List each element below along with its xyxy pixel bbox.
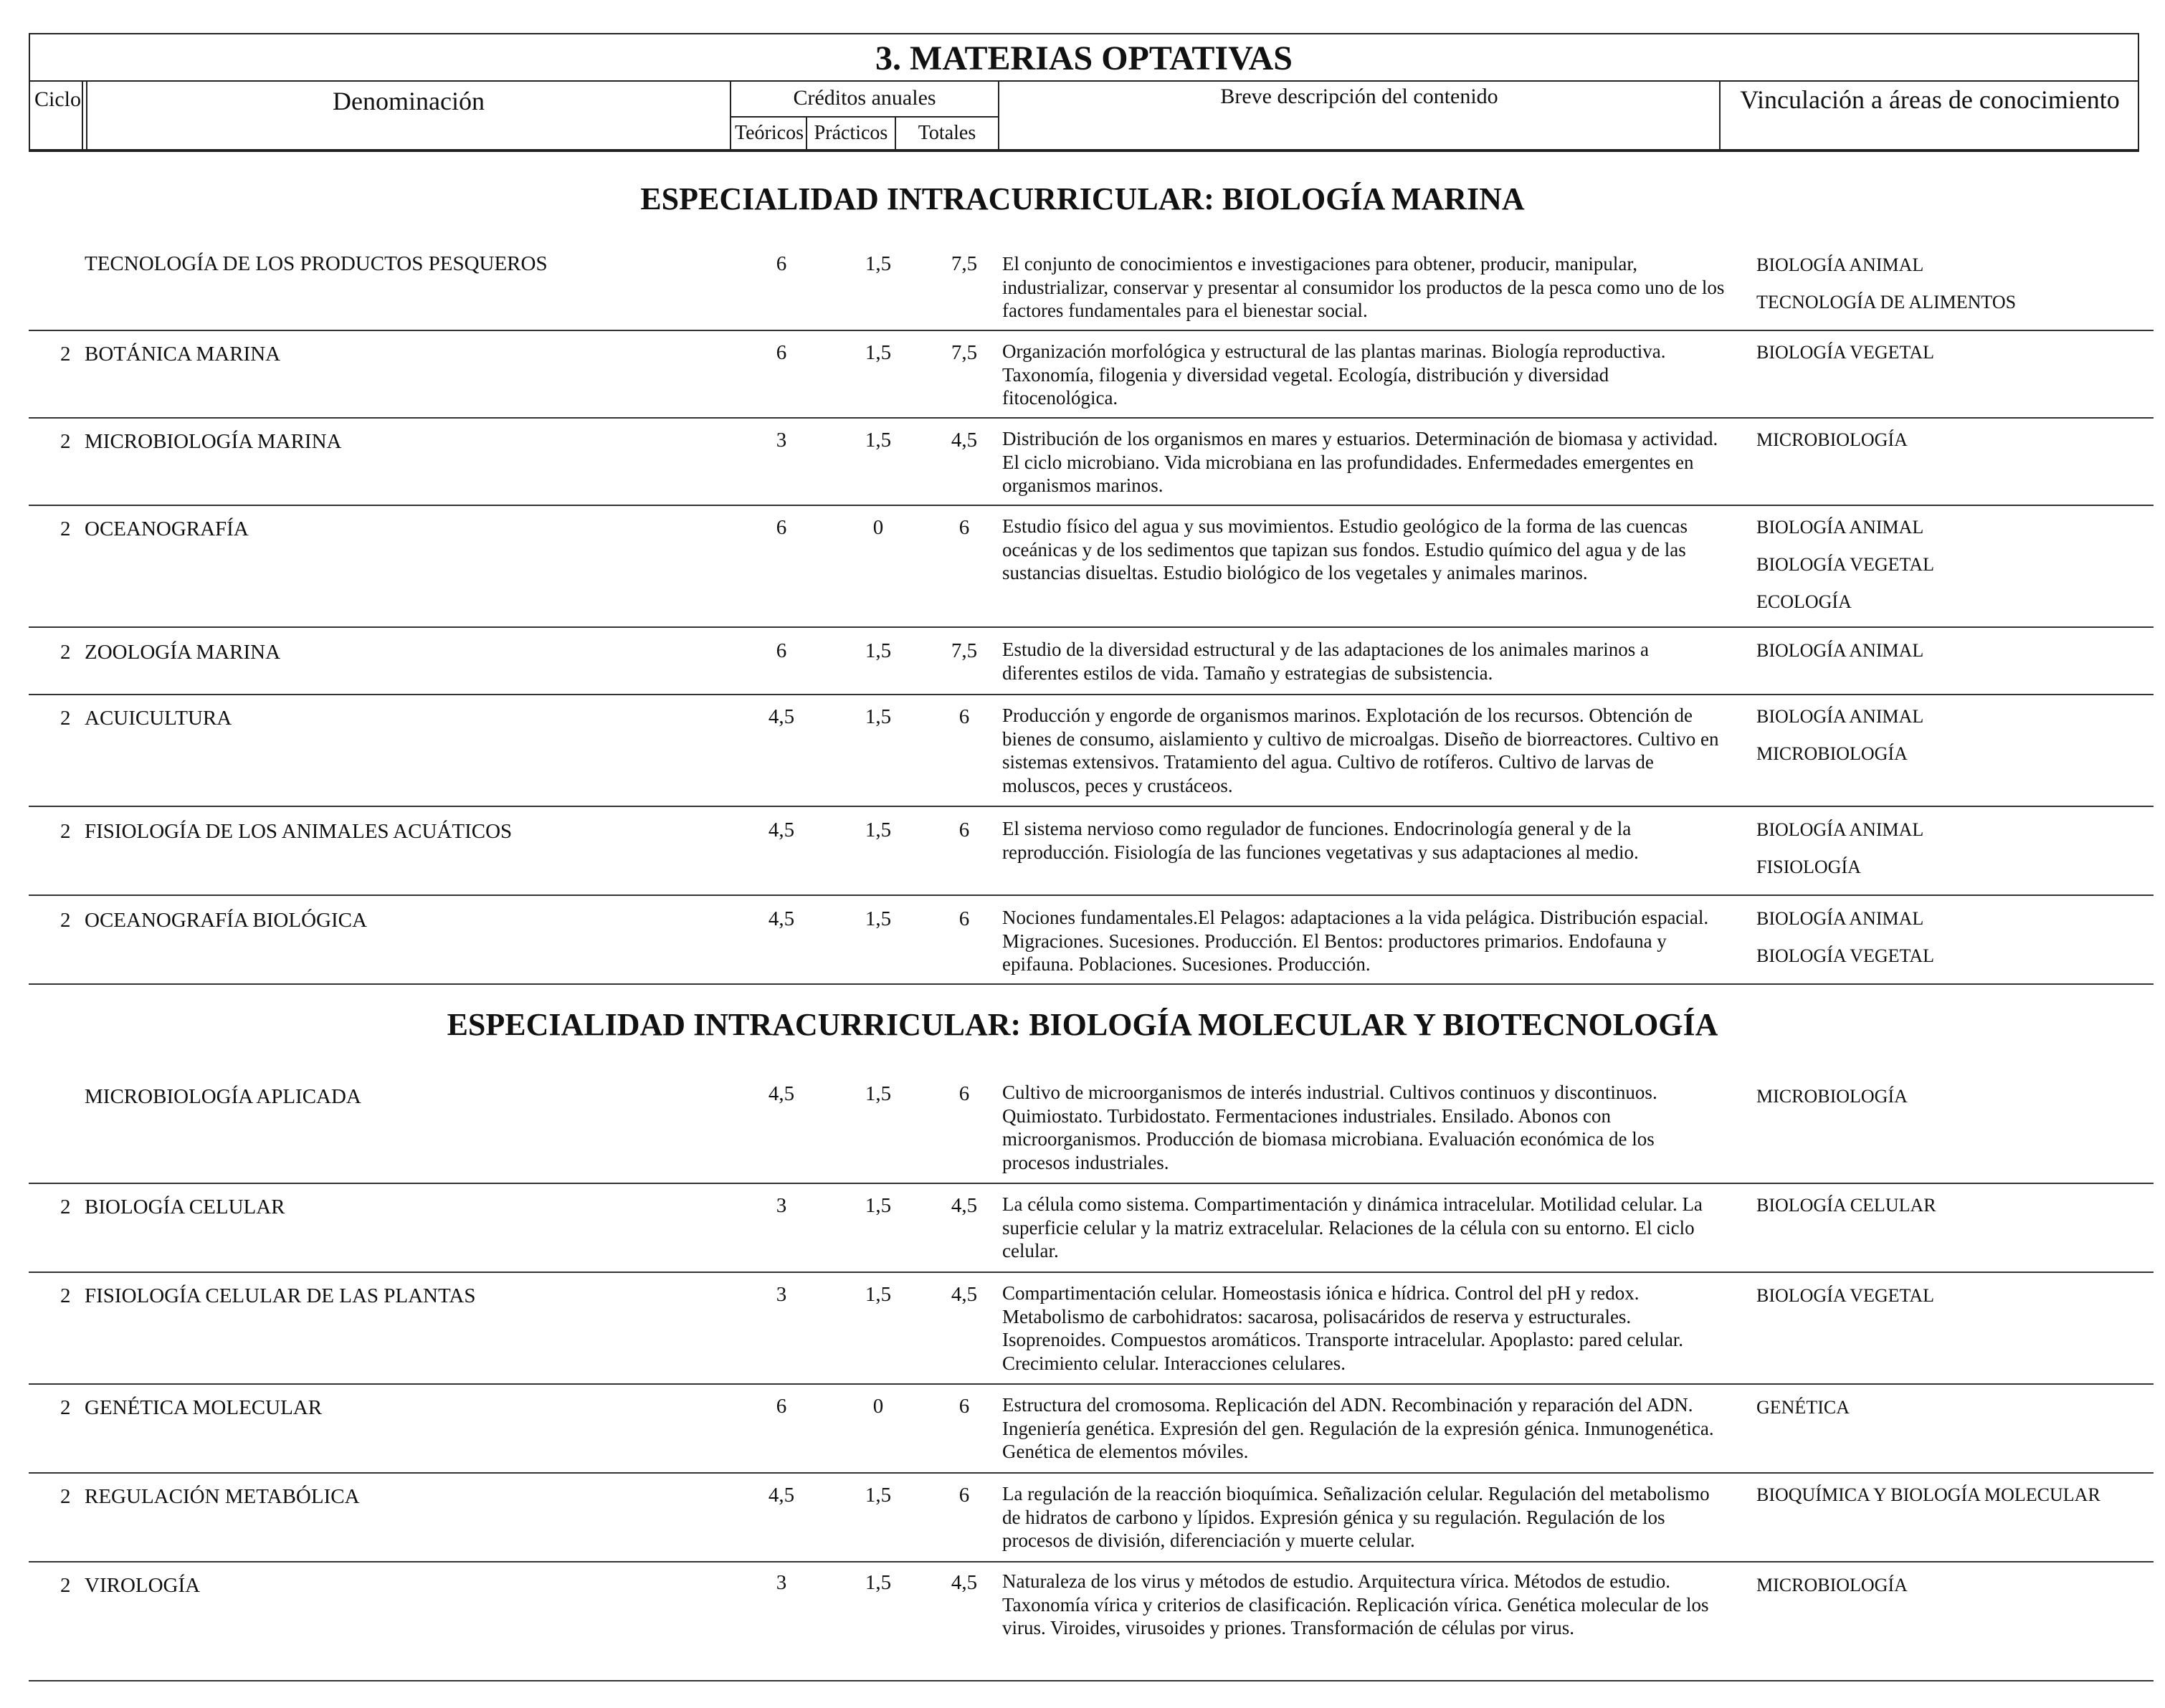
- area-label: BIOLOGÍA ANIMAL: [1756, 706, 1924, 727]
- totales-cell: 6: [958, 516, 970, 539]
- col-teoricos-header: Teóricos: [734, 122, 804, 144]
- area-label: BIOLOGÍA CELULAR: [1756, 1195, 1936, 1216]
- area-label: BIOLOGÍA ANIMAL: [1756, 254, 1924, 275]
- teoricos-cell: 6: [776, 639, 787, 662]
- totales-cell: 6: [958, 1395, 970, 1418]
- area-label: BIOLOGÍA VEGETAL: [1756, 554, 1935, 575]
- practicos-cell: 1,5: [865, 252, 892, 275]
- table-header: [29, 33, 2139, 152]
- area-label: BIOLOGÍA VEGETAL: [1756, 1285, 1935, 1306]
- area-label: TECNOLOGÍA DE ALIMENTOS: [1756, 292, 2017, 313]
- ciclo-cell: 2: [60, 343, 71, 366]
- description-cell: Distribución de los organismos en mares y estuarios. Determinación de biomasa y actividad. El ciclo microbiano. Vida microbiana en las profundidades. Enfermedades emergentes en organismos marinos.: [1002, 428, 1718, 496]
- ciclo-cell: 2: [60, 1485, 71, 1508]
- ciclo-cell: 2: [60, 517, 71, 540]
- ciclo-cell: 2: [60, 909, 71, 932]
- areas-cell: [1756, 1567, 2158, 1604]
- teoricos-cell: 6: [776, 516, 787, 539]
- denominacion-cell: BOTÁNICA MARINA: [85, 343, 281, 366]
- col-totales-header: Totales: [918, 122, 976, 144]
- col-descripcion-header: Breve descripción del contenido: [1220, 85, 1498, 108]
- table-row: [29, 1472, 2154, 1563]
- practicos-cell: 1,5: [865, 429, 892, 452]
- col-practicos-header: Prácticos: [814, 122, 888, 144]
- practicos-cell: 1,5: [865, 639, 892, 662]
- areas-cell: [1756, 1476, 2158, 1514]
- totales-cell: 4,5: [951, 429, 978, 452]
- areas-cell: [1756, 421, 2158, 459]
- ciclo-cell: 2: [60, 641, 71, 664]
- practicos-cell: 1,5: [865, 1082, 892, 1105]
- totales-cell: 7,5: [951, 341, 978, 364]
- practicos-cell: 1,5: [865, 341, 892, 364]
- description-cell: La regulación de la reacción bioquímica. Señalización celular. Regulación del metabolismo de hidratos de carbono y lípidos. Expresión génica y su regulación. Regulación de los procesos de división, diferenciación y muerte celular.: [1002, 1483, 1710, 1551]
- area-label: FISIOLOGÍA: [1756, 857, 1861, 877]
- header-divider: [730, 116, 999, 118]
- header-divider: [1719, 80, 1721, 149]
- practicos-cell: 1,5: [865, 1283, 892, 1306]
- area-label: ECOLOGÍA: [1756, 591, 1852, 612]
- teoricos-cell: 6: [776, 252, 787, 275]
- practicos-cell: 1,5: [865, 705, 892, 728]
- ciclo-cell: 2: [60, 707, 71, 730]
- area-label: BIOLOGÍA ANIMAL: [1756, 819, 1924, 840]
- denominacion-cell: BIOLOGÍA CELULAR: [85, 1196, 285, 1218]
- table-row: [29, 694, 2154, 807]
- teoricos-cell: 6: [776, 341, 787, 364]
- teoricos-cell: 4,5: [768, 907, 795, 930]
- practicos-cell: 0: [872, 516, 884, 539]
- table-row: [29, 894, 2154, 985]
- table-row: [29, 417, 2154, 506]
- description-cell: Cultivo de microorganismos de interés industrial. Cultivos continuos y discontinuos. Quimiostato. Turbidostato. Fermentaciones industriales. Ensilado. Abonos con microorganismos. Producción de biomasa microbiana. Evaluación económica de los procesos industriales.: [1002, 1082, 1657, 1173]
- totales-cell: 4,5: [951, 1194, 978, 1217]
- col-ciclo-header: Ciclo: [34, 87, 81, 111]
- description-cell: Nociones fundamentales.El Pelagos: adaptaciones a la vida pelágica. Distribución espacial. Migraciones. Sucesiones. Producción. El Bentos: productores primarios. Endofauna y epifauna. Poblaciones. Sucesiones. Producción.: [1002, 907, 1709, 975]
- areas-cell: [1756, 1187, 2158, 1224]
- teoricos-cell: 3: [776, 1571, 787, 1594]
- denominacion-cell: ACUICULTURA: [85, 707, 232, 730]
- areas-cell: [1756, 1078, 2158, 1115]
- ciclo-cell: 2: [60, 430, 71, 453]
- teoricos-cell: 4,5: [768, 1484, 795, 1507]
- denominacion-cell: REGULACIÓN METABÓLICA: [85, 1485, 360, 1508]
- teoricos-cell: 6: [776, 1395, 787, 1418]
- denominacion-cell: ZOOLOGÍA MARINA: [85, 641, 281, 664]
- table-row: [29, 806, 2154, 896]
- ciclo-cell: 2: [60, 820, 71, 843]
- section-title: ESPECIALIDAD INTRACURRICULAR: BIOLOGÍA MARINA: [640, 181, 1525, 216]
- totales-cell: 7,5: [951, 639, 978, 662]
- ciclo-cell: 2: [60, 1396, 71, 1419]
- description-cell: Estudio físico del agua y sus movimientos. Estudio geológico de la forma de las cuencas oceánicas y de los sedimentos que tapizan sus fondos. Estudio químico del agua y de las sustancias disueltas. Estudio biológico de los vegetales y animales marinos.: [1002, 515, 1688, 583]
- table-row: [29, 1383, 2154, 1474]
- area-label: BIOQUÍMICA Y BIOLOGÍA MOLECULAR: [1756, 1484, 2100, 1505]
- areas-cell: [1756, 247, 2158, 321]
- denominacion-cell: VIROLOGÍA: [85, 1574, 201, 1597]
- teoricos-cell: 3: [776, 1194, 787, 1217]
- areas-cell: [1756, 1277, 2158, 1315]
- table-row: [29, 505, 2154, 628]
- description-cell: Producción y engorde de organismos marinos. Explotación de los recursos. Obtención de bienes de consumo, aislamiento y cultivo de microalgas. Diseño de biorreactores. Cultivo en sistemas extensivos. Tratamiento del agua. Cultivo de rotíferos. Cultivo de larvas de moluscos, peces y crustáceos.: [1002, 705, 1719, 796]
- description-cell: El sistema nervioso como regulador de funciones. Endocrinología general y de la reproducción. Fisiología de las funciones vegetativas y sus adaptaciones al medio.: [1002, 818, 1639, 863]
- area-label: BIOLOGÍA VEGETAL: [1756, 945, 1935, 966]
- totales-cell: 7,5: [951, 252, 978, 275]
- description-cell: Estudio de la diversidad estructural y de las adaptaciones de los animales marinos a diferentes estilos de vida. Tamaño y estrategias de subsistencia.: [1002, 639, 1649, 684]
- totales-cell: 6: [958, 907, 970, 930]
- ciclo-cell: 2: [60, 1574, 71, 1597]
- area-label: MICROBIOLOGÍA: [1756, 1086, 1908, 1107]
- area-label: BIOLOGÍA ANIMAL: [1756, 517, 1924, 538]
- areas-cell: [1756, 632, 2158, 669]
- area-label: BIOLOGÍA VEGETAL: [1756, 342, 1935, 363]
- practicos-cell: 1,5: [865, 1484, 892, 1507]
- table-row: [29, 1561, 2154, 1681]
- area-label: MICROBIOLOGÍA: [1756, 429, 1908, 450]
- teoricos-cell: 4,5: [768, 1082, 795, 1105]
- denominacion-cell: TECNOLOGÍA DE LOS PRODUCTOS PESQUEROS: [85, 252, 548, 275]
- table-row: [29, 626, 2154, 695]
- teoricos-cell: 3: [776, 429, 787, 452]
- denominacion-cell: MICROBIOLOGÍA MARINA: [85, 430, 342, 453]
- table-row: [29, 1072, 2154, 1184]
- description-cell: La célula como sistema. Compartimentación y dinámica intracelular. Motilidad celular. La superficie celular y la matriz extracelular. Relaciones de la célula con su entorno. El ciclo celular.: [1002, 1193, 1703, 1261]
- areas-cell: [1756, 900, 2158, 975]
- practicos-cell: 1,5: [865, 907, 892, 930]
- description-cell: El conjunto de conocimientos e investigaciones para obtener, producir, manipular, industrializar, conservar y presentar al consumidor los productos de la pesca como uno de los factores fundamentales para el bienestar social.: [1002, 253, 1725, 321]
- area-label: BIOLOGÍA ANIMAL: [1756, 908, 1924, 929]
- table-row: [29, 242, 2154, 331]
- areas-cell: [1756, 811, 2158, 886]
- col-creditos-header: Créditos anuales: [793, 86, 936, 110]
- totales-cell: 4,5: [951, 1571, 978, 1594]
- denominacion-cell: OCEANOGRAFÍA: [85, 517, 249, 540]
- section-title: ESPECIALIDAD INTRACURRICULAR: BIOLOGÍA MOLECULAR Y BIOTECNOLOGÍA: [447, 1007, 1718, 1042]
- areas-cell: [1756, 698, 2158, 773]
- practicos-cell: 1,5: [865, 819, 892, 841]
- description-cell: Organización morfológica y estructural de las plantas marinas. Biología reproductiva. Taxonomía, filogenia y diversidad vegetal. Ecología, distribución y diversidad fitocenológica.: [1002, 340, 1666, 409]
- col-denominacion-header: Denominación: [333, 87, 485, 115]
- area-label: GENÉTICA: [1756, 1397, 1850, 1418]
- denominacion-cell: OCEANOGRAFÍA BIOLÓGICA: [85, 909, 367, 932]
- totales-cell: 6: [958, 705, 970, 728]
- table-row: [29, 1272, 2154, 1385]
- table-row: [29, 330, 2154, 419]
- practicos-cell: 0: [872, 1395, 884, 1418]
- ciclo-cell: 2: [60, 1196, 71, 1218]
- page-title: 3. MATERIAS OPTATIVAS: [875, 39, 1293, 77]
- teoricos-cell: 4,5: [768, 705, 795, 728]
- col-vinculacion-header: Vinculación a áreas de conocimiento: [1740, 85, 2120, 114]
- denominacion-cell: FISIOLOGÍA CELULAR DE LAS PLANTAS: [85, 1284, 476, 1307]
- header-divider: [82, 80, 83, 149]
- ciclo-cell: 2: [60, 1284, 71, 1307]
- areas-cell: [1756, 1389, 2158, 1426]
- description-cell: Estructura del cromosoma. Replicación del ADN. Recombinación y reparación del ADN. Ingeniería genética. Expresión del gen. Regulación de la expresión génica. Inmunogenética. Genética de elementos móviles.: [1002, 1394, 1714, 1462]
- area-label: MICROBIOLOGÍA: [1756, 743, 1908, 764]
- area-label: BIOLOGÍA ANIMAL: [1756, 640, 1924, 661]
- teoricos-cell: 3: [776, 1283, 787, 1306]
- practicos-cell: 1,5: [865, 1194, 892, 1217]
- teoricos-cell: 4,5: [768, 819, 795, 841]
- description-cell: Naturaleza de los virus y métodos de estudio. Arquitectura vírica. Métodos de estudio. Taxonomía vírica y criterios de clasificación. Replicación vírica. Genética molecular de los virus. Viroides, virusoides y priones. Transformación de células por virus.: [1002, 1570, 1709, 1638]
- denominacion-cell: FISIOLOGÍA DE LOS ANIMALES ACUÁTICOS: [85, 820, 513, 843]
- area-label: MICROBIOLOGÍA: [1756, 1575, 1908, 1595]
- description-cell: Compartimentación celular. Homeostasis iónica e hídrica. Control del pH y redox. Metabolismo de carbohidratos: sacarosa, polisacáridos de reserva y estructurales. Isoprenoides. Compuestos aromáticos. Transporte intracelular. Apoplasto: pared celular. Crecimiento celular. Interacciones celulares.: [1002, 1282, 1684, 1374]
- areas-cell: [1756, 334, 2158, 371]
- table-row: [29, 1183, 2154, 1273]
- denominacion-cell: GENÉTICA MOLECULAR: [85, 1396, 323, 1419]
- practicos-cell: 1,5: [865, 1571, 892, 1594]
- denominacion-cell: MICROBIOLOGÍA APLICADA: [85, 1085, 361, 1108]
- totales-cell: 6: [958, 819, 970, 841]
- areas-cell: [1756, 509, 2158, 621]
- totales-cell: 4,5: [951, 1283, 978, 1306]
- totales-cell: 6: [958, 1484, 970, 1507]
- header-divider: [30, 80, 2138, 82]
- totales-cell: 6: [958, 1082, 970, 1105]
